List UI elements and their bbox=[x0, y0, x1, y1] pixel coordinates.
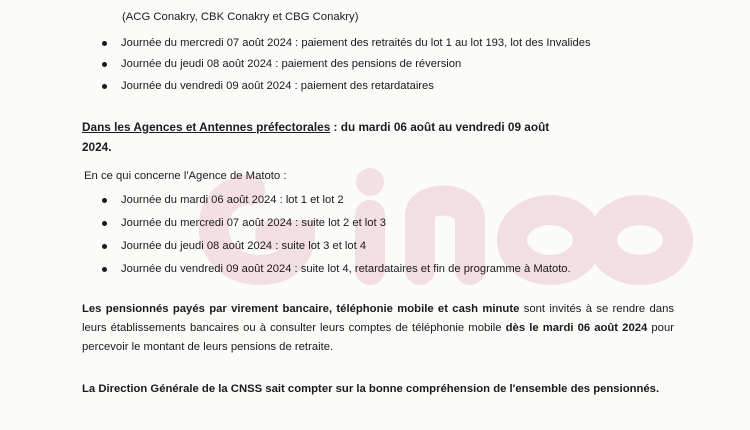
bullet-icon bbox=[102, 41, 107, 46]
closing-paragraph: La Direction Générale de la CNSS sait compter sur la bonne compréhension de l'ensemble des pensionnés. bbox=[82, 383, 660, 395]
bank-list-line: (ACG Conakry, CBK Conakry et CBG Conakry) bbox=[122, 11, 359, 23]
list-item bbox=[102, 58, 461, 70]
list-item-text: Journée du mercredi 07 août 2024 : paiement des retraités du lot 1 au lot 193, lot des Invalides bbox=[121, 37, 591, 49]
list-item-text: Journée du mardi 06 août 2024 : lot 1 et lot 2 bbox=[121, 194, 344, 206]
bullet-icon bbox=[102, 84, 107, 89]
list-item-text: Journée du jeudi 08 août 2024 : paiement des pensions de réversion bbox=[121, 58, 462, 70]
start-date-text: dès le mardi 06 août 2024 bbox=[505, 322, 648, 334]
bullet-icon bbox=[102, 62, 107, 67]
list-item-text: Journée du jeudi 08 août 2024 : suite lot 3 et lot 4 bbox=[121, 240, 367, 252]
list-item bbox=[102, 240, 366, 252]
agencies-heading-dates: : du mardi 06 août au vendredi 09 août bbox=[330, 120, 550, 134]
paragraph-text-end: pour percevoir le montant de leurs pensions de retraite. bbox=[82, 322, 674, 353]
agencies-heading bbox=[82, 120, 549, 134]
list-item-text: Journée du vendredi 09 août 2024 : paiement des retardataires bbox=[121, 80, 434, 92]
agencies-heading-label: Dans les Agences et Antennes préfectorales bbox=[82, 120, 331, 134]
list-item-text: Journée du mercredi 07 août 2024 : suite lot 2 et lot 3 bbox=[121, 217, 386, 229]
list-item bbox=[102, 263, 571, 275]
list-item bbox=[102, 80, 434, 92]
list-item bbox=[102, 194, 344, 206]
list-item bbox=[102, 37, 591, 49]
list-item bbox=[102, 217, 386, 229]
bullet-icon bbox=[102, 198, 107, 203]
bullet-icon bbox=[102, 221, 107, 226]
payment-methods-text: Les pensionnés payés par virement bancaire, téléphonie mobile et cash minute bbox=[82, 303, 520, 315]
bullet-icon bbox=[102, 244, 107, 249]
matoto-intro: En ce qui concerne l'Agence de Matoto : bbox=[84, 170, 287, 182]
list-item-text: Journée du vendredi 09 août 2024 : suite lot 4, retardataires et fin de programme à Matoto. bbox=[121, 263, 571, 275]
bullet-icon bbox=[102, 267, 107, 272]
paragraph-text: sont invités à se rendre dans leurs établissements bancaires ou à consulter leurs comptes de téléphonie mobile bbox=[82, 303, 674, 334]
pensioners-paragraph bbox=[82, 300, 674, 357]
agencies-heading-year: 2024. bbox=[82, 140, 112, 154]
